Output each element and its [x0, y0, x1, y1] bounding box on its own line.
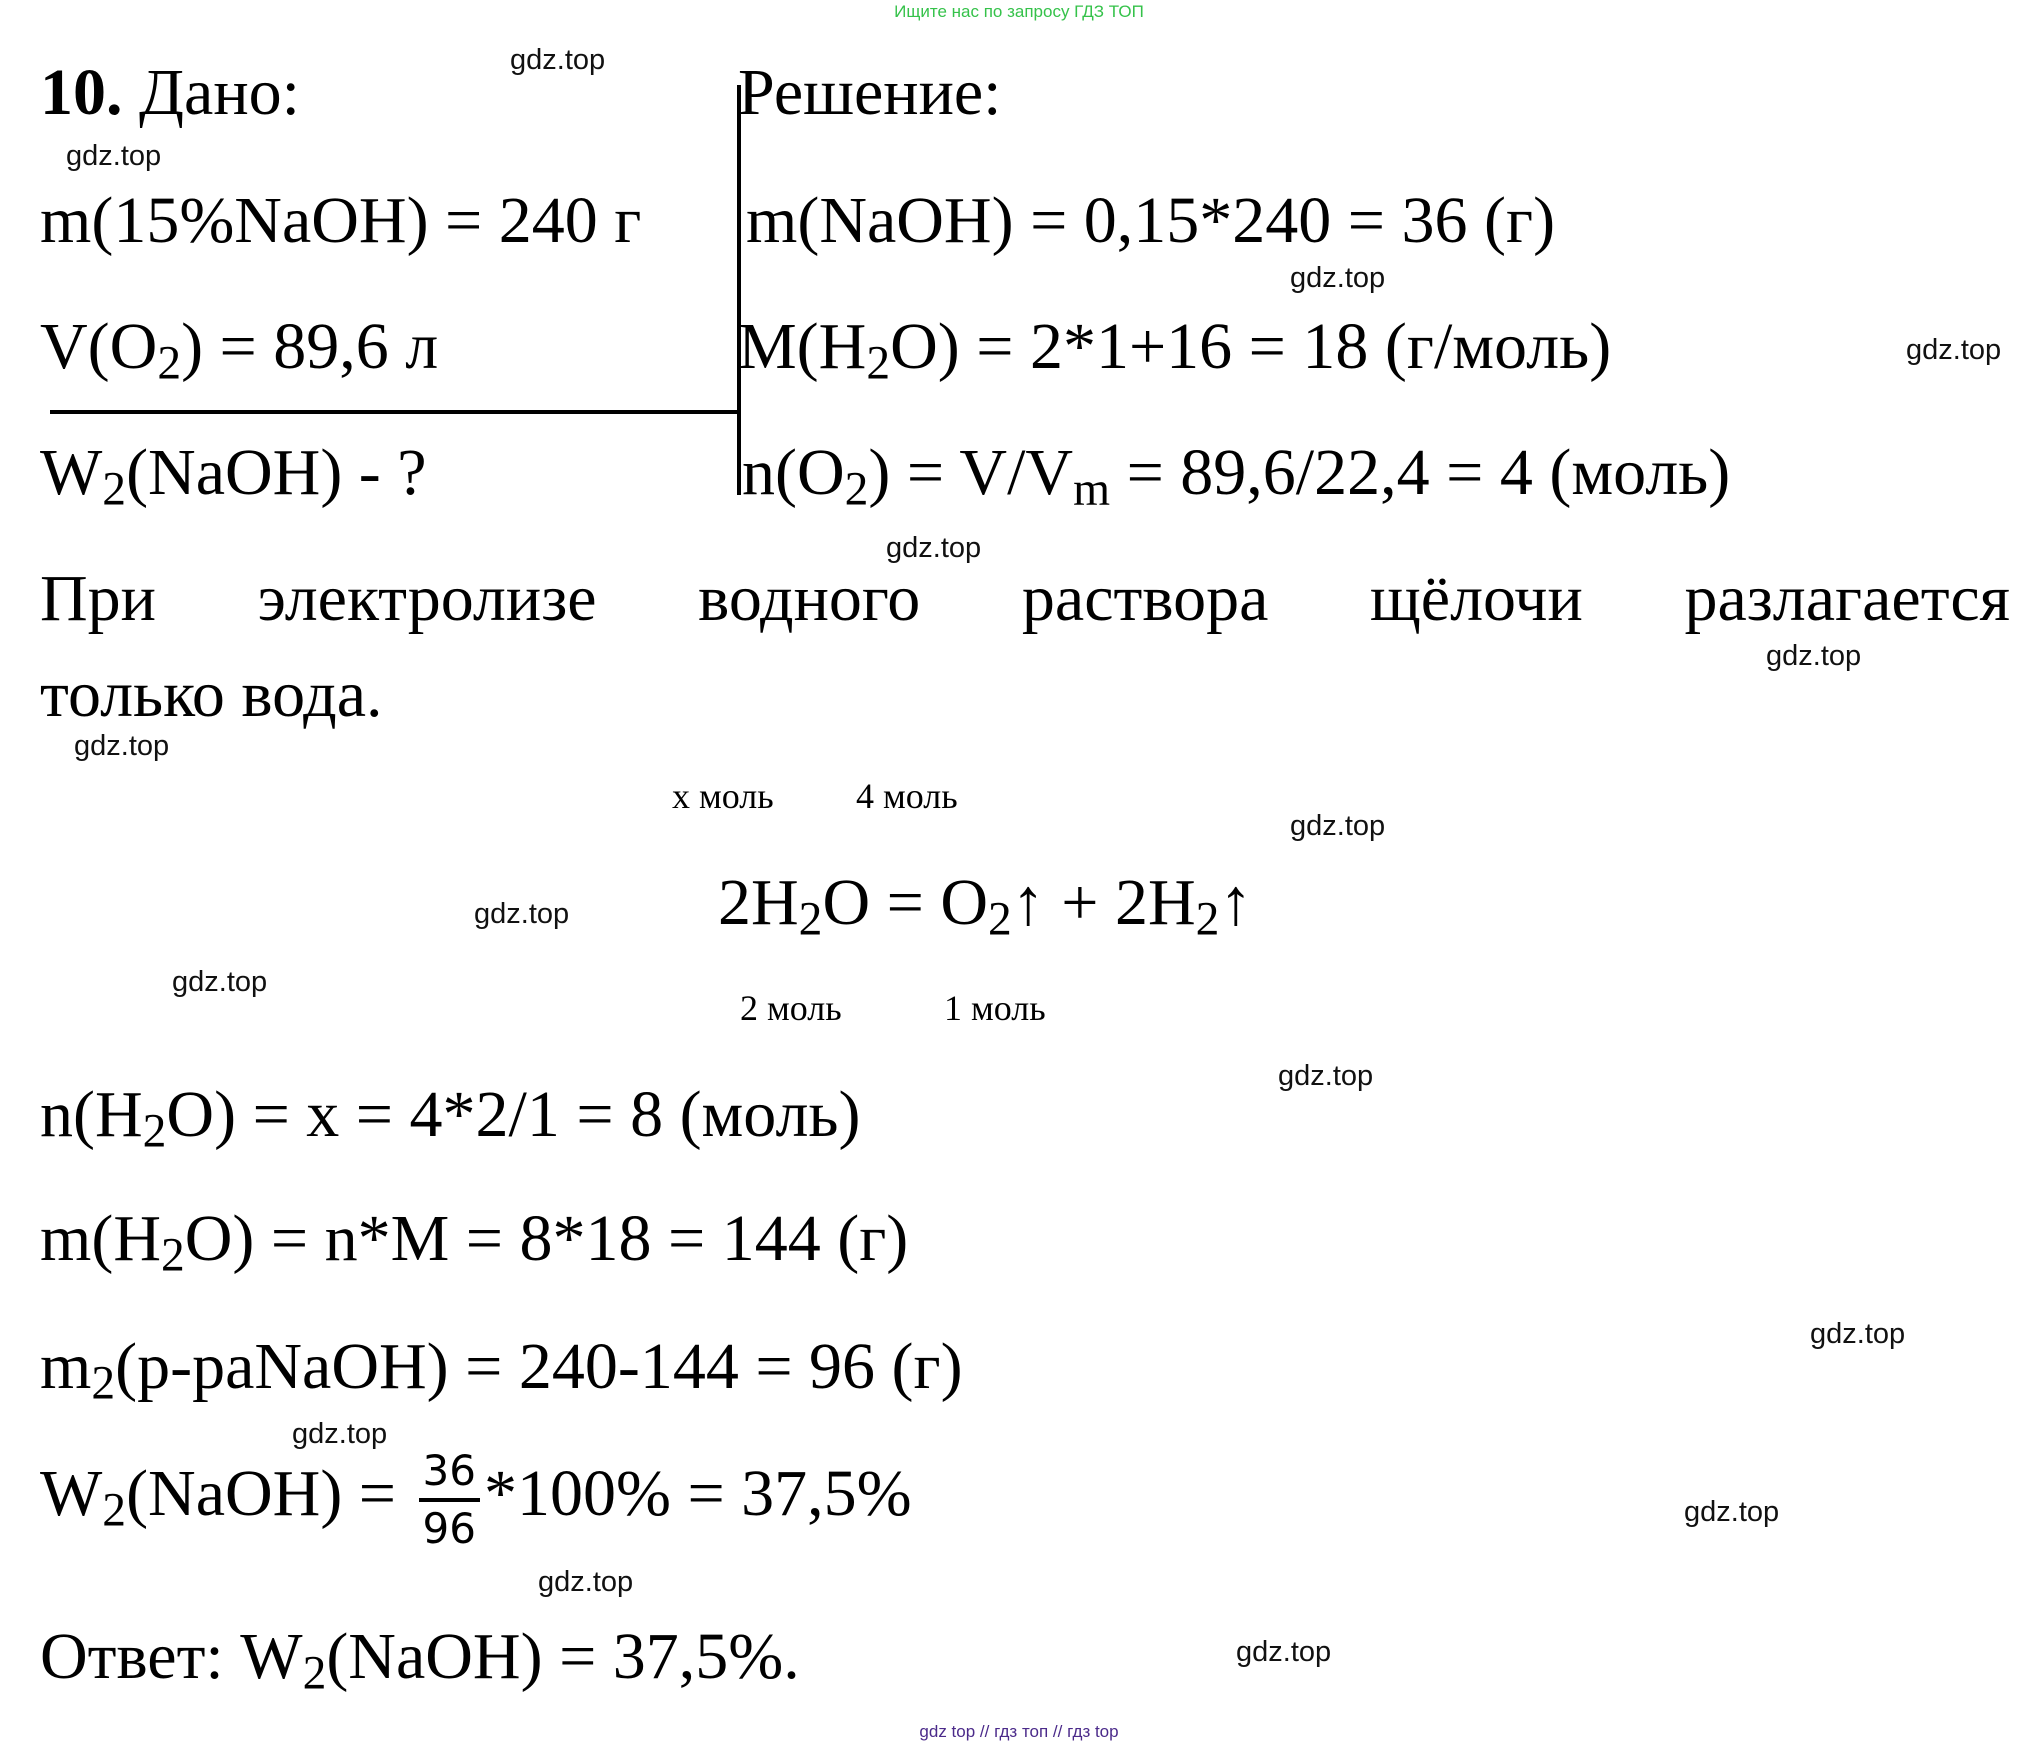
fraction-denominator: 96	[422, 1504, 476, 1553]
reaction-below-left: 2 моль	[740, 988, 842, 1028]
reaction-above-right: 4 моль	[856, 776, 958, 816]
watermark: gdz.top	[886, 532, 982, 564]
solution-line-2: $M(H_2O) = 2*1+16 = 18$ (г/моль)	[738, 310, 1612, 390]
given-heading	[40, 56, 300, 129]
fraction-numerator: 36	[419, 1450, 480, 1502]
reaction-below-right: 1 моль	[944, 988, 1046, 1028]
answer-line: Ответ: $W_2(NaOH) = 37,5\%$.	[40, 1620, 800, 1700]
watermark: gdz.top	[1278, 1060, 1374, 1092]
given-mass: m(15%NaOH) = 240 г	[40, 184, 642, 257]
given-solution-separator	[737, 85, 741, 495]
calc-mass-fraction: $W_2(NaOH)$ = $\frac{36}{96}$ *100% = 37,5%	[40, 1446, 912, 1553]
fraction	[419, 1446, 480, 1553]
watermark: gdz.top	[510, 44, 606, 76]
solution-line-1: m(NaOH) = 0,15*240 = 36 (г)	[746, 184, 1556, 257]
watermark: gdz.top	[172, 966, 268, 998]
calc-moles-water: $n(H_2O) = x = 4*2/1 = 8$ (моль)	[40, 1078, 861, 1158]
top-search-note: Ищите нас по запросу ГДЗ ТОП	[894, 2, 1144, 21]
watermark: gdz.top	[1290, 262, 1386, 294]
watermark: gdz.top	[1906, 334, 2002, 366]
watermark: gdz.top	[74, 730, 170, 762]
given-find: $W_2(NaOH)$ - ?	[40, 436, 427, 516]
task-number: 10.	[40, 56, 123, 129]
watermark: gdz.top	[1236, 1636, 1332, 1668]
watermark: gdz.top	[1290, 810, 1386, 842]
watermark: gdz.top	[66, 140, 162, 172]
solution-title: Решение:	[738, 56, 1002, 129]
paragraph-line-1: При электролизе водного раствора щёлочи разлагается	[40, 562, 2010, 635]
watermark: gdz.top	[538, 1566, 634, 1598]
watermark: gdz.top	[1810, 1318, 1906, 1350]
paragraph-line-2: только вода.	[40, 658, 383, 731]
footer-note: gdz top // гдз топ // гдз top	[919, 1722, 1119, 1741]
calc-mass-solution: $m_2(р-раNaOH) = 240-144 = 96$ (г)	[40, 1330, 963, 1410]
reaction-above-left: x моль	[672, 776, 774, 816]
given-divider	[50, 410, 740, 414]
watermark: gdz.top	[1684, 1496, 1780, 1528]
reaction-equation: $2H_2O$ = $O_2↑$ + $2H_2↑$	[718, 866, 1253, 946]
given-volume: $V(O_2) = 89,6$ л	[40, 310, 439, 390]
solution-line-3: $n(O_2) = V/V_m = 89,6/22,4 = 4$ (моль)	[742, 436, 1731, 516]
watermark: gdz.top	[1766, 640, 1862, 672]
given-title: Дано:	[139, 56, 300, 129]
watermark: gdz.top	[292, 1418, 388, 1450]
calc-mass-water: $m(H_2O) = n*M = 8*18 = 144$ (г)	[40, 1202, 909, 1282]
watermark: gdz.top	[474, 898, 570, 930]
